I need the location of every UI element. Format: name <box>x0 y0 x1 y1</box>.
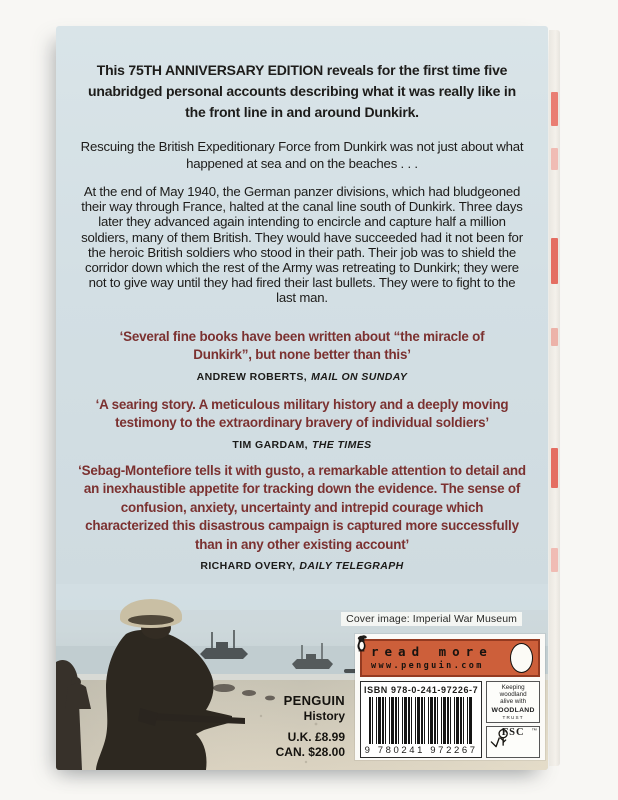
beach-photo <box>56 584 548 770</box>
info-panel <box>355 634 545 760</box>
spine-mark <box>551 548 558 572</box>
quote-attribution <box>56 439 548 451</box>
read-more-banner <box>360 639 540 677</box>
anniversary-intro-text: This 75TH ANNIVERSARY EDITION reveals for the first time five unabridged personal accounts describing what it was really like in the front line in and around Dunkirk. <box>88 62 516 120</box>
publication-name: MAIL ON SUNDAY <box>311 370 408 383</box>
fsc-box <box>486 726 540 758</box>
woodland-trust-box <box>486 681 540 723</box>
review-quote: ‘Sebag-Montefiore tells it with gusto, a remarkable attention to detail and an inexhaustible appetite for tracking down the evidence. The sense of confusion, anxiety, uncertainty and intrepid courage which characterized this disastrous campaign is captured more successfully than in any other existing account’ <box>78 462 526 552</box>
review-quote: ‘Several fine books have been written about “the miracle of Dunkirk”, but none better than this’ <box>119 328 485 363</box>
fsc-label: FSC <box>501 727 525 739</box>
reviewer-name: TIM GARDAM, <box>232 438 308 451</box>
barcode-digits: 9 780241 972267 <box>364 745 478 756</box>
penguin-logo-icon <box>510 643 533 673</box>
spine-mark <box>551 238 558 284</box>
penguin-url: www.penguin.com <box>371 660 484 671</box>
book-back-cover <box>56 26 548 770</box>
review-quote: ‘A searing story. A meticulous military history and a deeply moving testimony to the extraordinary bravery of individual soldiers’ <box>95 396 509 431</box>
can-price: CAN. $28.00 <box>275 745 345 759</box>
synopsis-text: At the end of May 1940, the German panzer divisions, which had bludgeoned their way through France, halted at the canal line south of Dunkirk. Three days later they advanced again intending to encircle and capture half a million soldiers, many of them British. They would have succeeded had it not been for the heroic British soldiers who stood in their path. Their job was to shield the corridor down which the rest of the Army was retreating to Dunkirk; they were not to give way until they had fired their last bullets. They were to fight to the last man. <box>81 184 523 306</box>
woodland-tagline-1: Keeping <box>501 684 525 691</box>
woodland-tagline-2: woodland <box>499 691 527 699</box>
spine-edge <box>549 30 560 766</box>
spine-mark <box>551 92 558 126</box>
reviewer-name: ANDREW ROBERTS, <box>196 370 308 383</box>
quote-attribution <box>56 371 548 383</box>
category-label: History <box>303 709 345 723</box>
isbn-box <box>360 681 482 758</box>
woodland-name: WOODLAND <box>491 706 535 714</box>
spine-mark <box>551 148 558 170</box>
reviewer-name: RICHARD OVERY, <box>200 560 296 573</box>
publication-name: THE TIMES <box>311 438 372 451</box>
publication-name: DAILY TELEGRAPH <box>299 560 404 573</box>
cover-text-block <box>56 26 548 572</box>
uk-price: U.K. £8.99 <box>287 730 345 744</box>
spine-mark <box>551 328 558 346</box>
isbn-label: ISBN 978-0-241-97226-7 <box>364 685 479 695</box>
woodland-tagline-3: alive with <box>500 698 527 706</box>
price-block <box>276 693 345 760</box>
fsc-icon <box>487 727 513 749</box>
spine-mark <box>551 448 558 488</box>
cover-image-credit: Cover image: Imperial War Museum <box>341 612 522 626</box>
publisher-name: PENGUIN <box>283 692 345 708</box>
quote-attribution <box>56 560 548 572</box>
woodland-trust-icon <box>355 634 369 643</box>
barcode <box>369 697 473 744</box>
tagline-text: Rescuing the British Expeditionary Force from Dunkirk was not just about what happened at sea and on the beaches . . . <box>80 139 524 171</box>
fsc-trademark: ™ <box>531 728 537 735</box>
read-more-label: read more <box>371 644 493 659</box>
woodland-sub: TRUST <box>502 714 524 720</box>
